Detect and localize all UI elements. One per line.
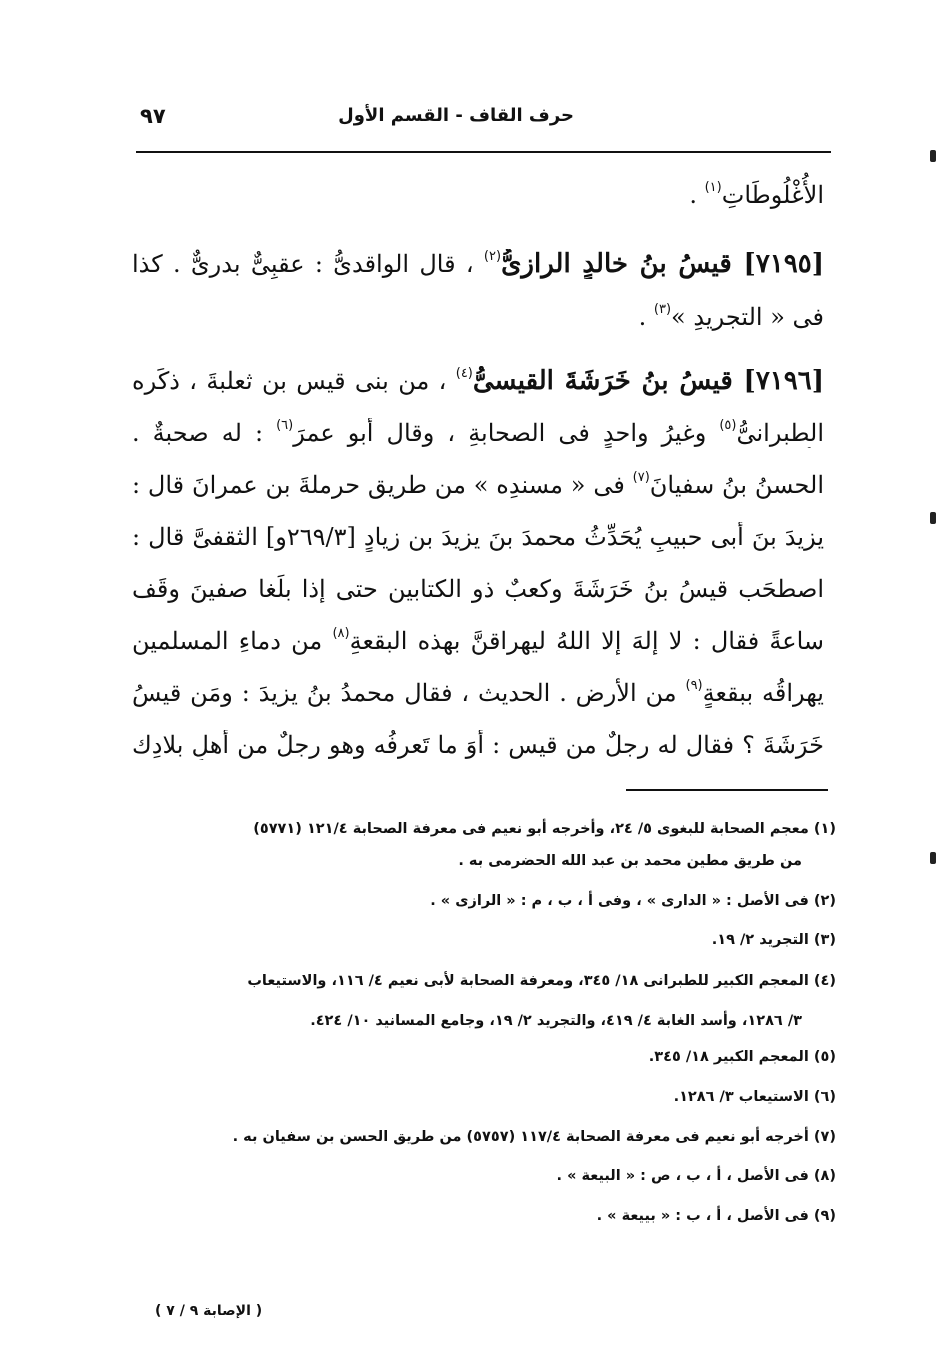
footnote-1: (١) معجم الصحابة للبغوى ٥/ ٢٤، وأخرجه أبو نعيم فى معرفة الصحابة ١٢١/٤ (٥٧٧١) xyxy=(253,821,836,837)
entry-7195-line-2: فى « التجريدِ »$^{(٣)}$ . xyxy=(638,302,824,331)
entry-7196-line-8: خَرَشَةَ ؟ فقال له رجلٌ من قيسٍ : أوَ ما تَعرفُه وهو رجلٌ من أهلِ بلادِك xyxy=(132,731,824,759)
entry-number: [٧١٩٥] xyxy=(743,249,824,279)
footnote-7: (٧) أخرجه أبو نعيم فى معرفة الصحابة ١١٧/٤ (٥٧٥٧) من طريق الحسن بن سفيان به . xyxy=(232,1129,836,1145)
footnote-ref: (٨) xyxy=(332,626,350,641)
footnote-6: (٦) الاستيعاب ٣/ ١٢٨٦. xyxy=(673,1089,836,1105)
footnote-ref: (١) xyxy=(704,180,722,195)
entry-number: [٧١٩٦] xyxy=(743,366,824,396)
footnote-ref: (٢) xyxy=(483,249,502,264)
entry-7196-line-5: اصطحَب قيسُ بنُ خَرَشَةَ وكعبٌ ذو الكتابينِ حتى إذا بلَغا صفينَ وقَف xyxy=(132,575,824,603)
footnote-ref: (٦) xyxy=(276,418,294,433)
footnote-ref: (٣) xyxy=(653,302,672,317)
entry-7196-line-3: الحسنُ بنُ سفيانَ$^{(٧)}$ فى « مسندِه » من طريقِ حرملةَ بنِ عمرانَ قال : xyxy=(132,470,824,499)
footnote-ref: (٥) xyxy=(719,418,737,433)
footnote-8: (٨) فى الأصل ، أ ، ب ، ص : « البيعة » . xyxy=(556,1168,836,1184)
footnote-3: (٣) التجريد ٢/ ١٩. xyxy=(711,932,836,948)
entry-7196-line-7: يهراقُه ببقعةٍ$^{(٩)}$ من الأرضِ . الحديث ، فقال محمدُ بنُ يزيدَ : ومَن قيسُ xyxy=(132,678,824,707)
footnote-9: (٩) فى الأصل ، أ ، ب : « بييعة » . xyxy=(596,1208,836,1224)
entry-7196-line-6: ساعةً فقال : لا إلهَ إلا اللهُ ليهراقنَّ بهذه البقعةِ$^{(٨)}$ من دماءِ المسلمين xyxy=(132,626,824,655)
footnote-5: (٥) المعجم الكبير ١٨/ ٣٤٥. xyxy=(648,1049,836,1065)
entry-7196-line-1: [٧١٩٦] قيسُ بنُ خَرَشَةَ القيسىُّ$^{(٤)}$ ، من بنى قيسِ بنِ ثعلبةَ ، ذكَره xyxy=(132,366,824,396)
entry-7195-line-1: [٧١٩٥] قيسُ بنُ خالدٍ الرازىُّ$^{(٢)}$ ، قال الواقدىُّ : عقبِىٌّ بدرىٌّ . كذا xyxy=(132,249,824,279)
running-header-title: حرف القاف - القسم الأول xyxy=(338,105,574,126)
footnote-ref: (٤) xyxy=(455,366,473,381)
entry-name: قيسُ بنُ خَرَشَةَ القيسىُّ xyxy=(472,366,744,396)
margin-mark xyxy=(930,150,936,162)
footnote-ref: (٩) xyxy=(685,678,703,693)
margin-mark xyxy=(930,852,936,864)
footnote-1-cont: من طريق مطين محمد بن عبد الله الحضرمى به . xyxy=(458,853,802,869)
footnote-ref: (٧) xyxy=(632,470,650,485)
page-number: ٩٧ xyxy=(140,104,166,128)
footnote-separator xyxy=(626,789,828,791)
footnote-4: (٤) المعجم الكبير للطبرانى ١٨/ ٣٤٥، ومعرفة الصحابة لأبى نعيم ٤/ ١١٦، والاستيعاب xyxy=(247,973,836,989)
entry-7196-line-2: الطبرانىُّ$^{(٥)}$ وغيرُ واحدٍ فى الصحابةِ ، وقال أبو عمرَ$^{(٦)}$ : له صحبةٌ . xyxy=(132,418,824,447)
header-rule xyxy=(136,151,831,153)
text-line: الأُغْلُوطَاتِ$^{(١)}$ . xyxy=(689,180,824,209)
entry-name: قيسُ بنُ خالدٍ الرازىُّ xyxy=(501,249,744,279)
footnote-4-cont: ٣/ ١٢٨٦، وأسد الغابة ٤/ ٤١٩، والتجريد ٢/ ١٩، وجامع المسانيد ١٠/ ٤٢٤. xyxy=(310,1013,802,1029)
footnote-2: (٢) فى الأصل : « الدارى » ، وفى أ ، ب ، م : « الرازى » . xyxy=(430,893,836,909)
margin-mark xyxy=(930,512,936,524)
entry-7196-line-4: يزيدَ بنَ أبى حبيبٍ يُحَدِّثُ محمدَ بنَ يزيدَ بنِ زيادٍ [٢٦٩/٣و] الثقفىَّ قال : xyxy=(132,523,824,551)
signature-mark: ( الإصابة ٩ / ٧ ) xyxy=(155,1303,263,1319)
